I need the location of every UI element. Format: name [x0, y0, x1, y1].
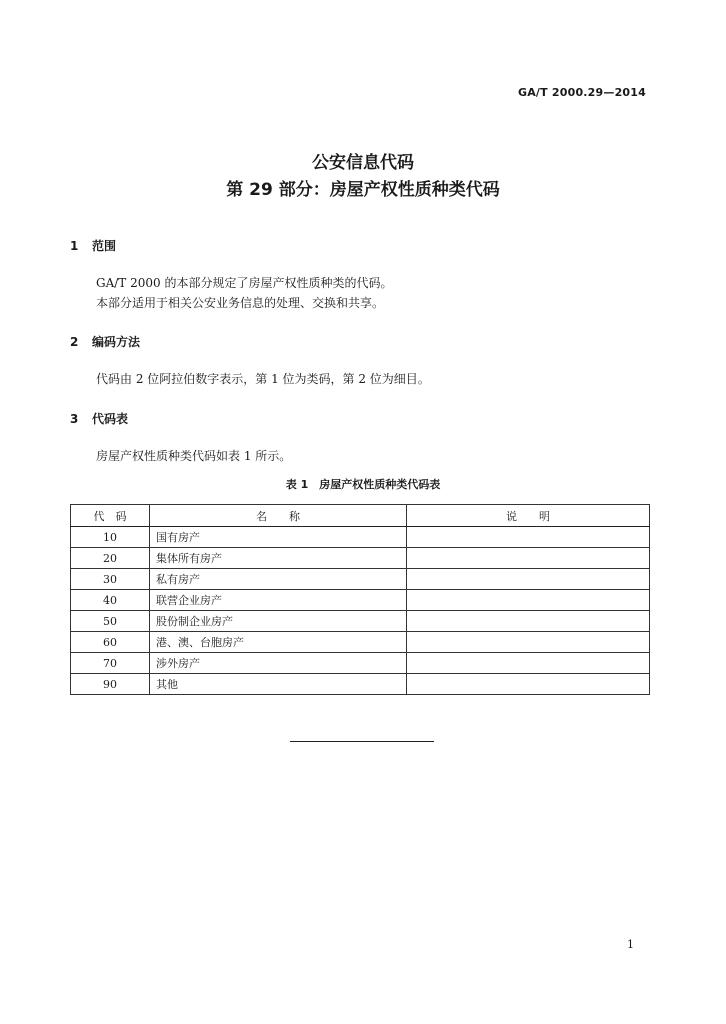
cell-note	[407, 590, 650, 611]
cell-name: 国有房产	[150, 527, 407, 548]
cell-name: 私有房产	[150, 569, 407, 590]
paragraph: 房屋产权性质种类代码如表 1 所示。	[96, 449, 292, 463]
section-title: 代码表	[92, 412, 129, 426]
section-number: 1	[70, 239, 79, 253]
page-number: 1	[627, 938, 634, 951]
cell-name: 股份制企业房产	[150, 611, 407, 632]
section-number: 2	[70, 335, 79, 349]
cell-note	[407, 632, 650, 653]
table-row	[71, 611, 650, 632]
cell-note	[407, 569, 650, 590]
cell-note	[407, 611, 650, 632]
section-heading-scope	[70, 237, 116, 254]
header-note: 说 明	[407, 505, 650, 527]
cell-code: 30	[71, 569, 150, 590]
cell-note	[407, 548, 650, 569]
standard-code: GA/T 2000.29—2014	[517, 86, 646, 99]
end-divider	[290, 741, 434, 742]
cell-code: 70	[71, 653, 150, 674]
cell-name: 联营企业房产	[150, 590, 407, 611]
table-caption: 表 1 房屋产权性质种类代码表	[285, 478, 441, 491]
section-heading-coding-method	[70, 333, 140, 350]
cell-note	[407, 527, 650, 548]
cell-code: 10	[71, 527, 150, 548]
section-title: 编码方法	[92, 335, 141, 349]
paragraph: GA/T 2000 的本部分规定了房屋产权性质种类的代码。	[96, 276, 393, 290]
table-row	[71, 590, 650, 611]
cell-code: 50	[71, 611, 150, 632]
table-row	[71, 674, 650, 695]
paragraph: 代码由 2 位阿拉伯数字表示，第 1 位为类码，第 2 位为细目。	[96, 372, 430, 386]
section-number: 3	[70, 412, 79, 426]
document-subtitle: 第 29 部分：房屋产权性质种类代码	[226, 180, 500, 200]
cell-code: 90	[71, 674, 150, 695]
code-table	[70, 504, 650, 695]
cell-name: 涉外房产	[150, 653, 407, 674]
cell-name: 港、澳、台胞房产	[150, 632, 407, 653]
table-row	[71, 569, 650, 590]
cell-name: 其他	[150, 674, 407, 695]
paragraph: 本部分适用于相关公安业务信息的处理、交换和共享。	[96, 296, 385, 310]
cell-name: 集体所有房产	[150, 548, 407, 569]
cell-code: 20	[71, 548, 150, 569]
cell-code: 40	[71, 590, 150, 611]
cell-note	[407, 674, 650, 695]
table-row	[71, 653, 650, 674]
cell-note	[407, 653, 650, 674]
document-title: 公安信息代码	[312, 153, 414, 173]
cell-code: 60	[71, 632, 150, 653]
section-heading-code-table	[70, 410, 128, 427]
table-header-row	[71, 505, 650, 527]
table-row	[71, 548, 650, 569]
table-row	[71, 632, 650, 653]
header-code: 代 码	[71, 505, 150, 527]
table-row	[71, 527, 650, 548]
section-title: 范围	[92, 239, 117, 253]
header-name: 名 称	[150, 505, 407, 527]
